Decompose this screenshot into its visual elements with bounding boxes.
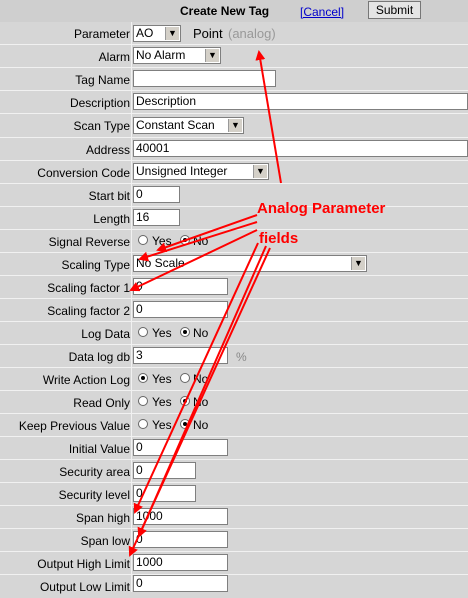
span-high-input[interactable]: 1000: [133, 508, 228, 525]
address-label: Address: [85, 143, 130, 157]
data-log-db-label: Data log db: [68, 350, 130, 364]
cancel-link[interactable]: [Cancel]: [300, 5, 345, 19]
chevron-down-icon: ▼: [253, 165, 267, 178]
initial-value-input[interactable]: 0: [133, 439, 228, 456]
signal-reverse-label: Signal Reverse: [48, 235, 130, 249]
keep-previous-value-yes-label: Yes: [152, 418, 172, 432]
log-data-label: Log Data: [81, 327, 130, 341]
annotation-arrow-scaling-type: [158, 215, 257, 250]
output-low-limit-label: Output Low Limit: [39, 580, 130, 594]
span-high-label: Span high: [75, 511, 130, 525]
security-level-label: Security level: [58, 488, 130, 502]
span-low-input[interactable]: 0: [133, 531, 228, 548]
read-only-no-label: No: [193, 395, 209, 409]
start-bit-input[interactable]: 0: [133, 186, 180, 203]
security-area-label: Security area: [59, 465, 130, 479]
read-only-label: Read Only: [73, 396, 130, 410]
page-title: Create New Tag: [180, 4, 270, 18]
output-high-limit-input[interactable]: 1000: [133, 554, 228, 571]
conversion-code-select-value: Unsigned Integer: [136, 164, 228, 178]
point-type-label: (analog): [228, 26, 276, 41]
point-label: Point: [193, 26, 223, 41]
security-level-input[interactable]: 0: [133, 485, 196, 502]
alarm-select-value: No Alarm: [136, 48, 186, 62]
span-low-label: Span low: [80, 534, 130, 548]
length-label: Length: [93, 212, 130, 226]
output-high-limit-label: Output High Limit: [37, 557, 130, 571]
scaling-factor-1-input[interactable]: 0: [133, 278, 228, 295]
submit-button[interactable]: Submit: [368, 1, 421, 19]
signal-reverse-yes-label: Yes: [152, 234, 172, 248]
length-input[interactable]: 16: [133, 209, 180, 226]
write-action-log-label: Write Action Log: [42, 373, 130, 387]
read-only-yes-label: Yes: [152, 395, 172, 409]
chevron-down-icon: ▼: [351, 257, 365, 270]
annotation-arrow-output-high-limit: [130, 248, 270, 555]
tag-name-label: Tag Name: [75, 73, 130, 87]
chevron-down-icon: ▼: [228, 119, 242, 132]
address-input[interactable]: 40001: [133, 140, 468, 157]
keep-previous-value-no-label: No: [193, 418, 209, 432]
write-action-log-no-label: No: [193, 372, 209, 386]
scaling-factor-2-label: Scaling factor 2: [47, 304, 130, 318]
annotation-label-line1: Analog Parameter: [257, 200, 386, 217]
description-label: Description: [69, 96, 130, 110]
scaling-type-label: Scaling Type: [61, 258, 130, 272]
annotation-arrow-scaling-type-2: [140, 222, 257, 259]
annotation-arrow-point: [259, 52, 281, 183]
scaling-factor-1-label: Scaling factor 1: [47, 281, 130, 295]
data-log-db-input[interactable]: 3: [133, 347, 228, 364]
signal-reverse-no-label: No: [193, 234, 209, 248]
conversion-code-label: Conversion Code: [37, 166, 130, 180]
scan-type-select-value: Constant Scan: [136, 118, 215, 132]
parameter-select-value: AO: [136, 26, 154, 40]
data-log-db-unit: %: [236, 350, 247, 364]
scaling-factor-2-input[interactable]: 0: [133, 301, 228, 318]
output-low-limit-input[interactable]: 0: [133, 575, 228, 592]
annotation-arrow-span-high: [135, 243, 258, 512]
start-bit-label: Start bit: [88, 189, 130, 203]
annotation-arrow-scaling-factor-1: [131, 230, 257, 290]
security-area-input[interactable]: 0: [133, 462, 196, 479]
annotation-label-line2: fields: [259, 230, 299, 247]
scaling-type-select-value: No Scale: [136, 256, 185, 270]
log-data-no-label: No: [193, 326, 209, 340]
log-data-yes-label: Yes: [152, 326, 172, 340]
keep-previous-value-label: Keep Previous Value: [18, 419, 130, 433]
description-input[interactable]: Description: [133, 93, 468, 110]
write-action-log-yes-label: Yes: [152, 372, 172, 386]
initial-value-label: Initial Value: [68, 442, 130, 456]
alarm-label: Alarm: [98, 50, 130, 64]
parameter-label: Parameter: [73, 27, 130, 41]
chevron-down-icon: ▼: [165, 27, 179, 40]
scan-type-label: Scan Type: [73, 119, 130, 133]
chevron-down-icon: ▼: [205, 49, 219, 62]
